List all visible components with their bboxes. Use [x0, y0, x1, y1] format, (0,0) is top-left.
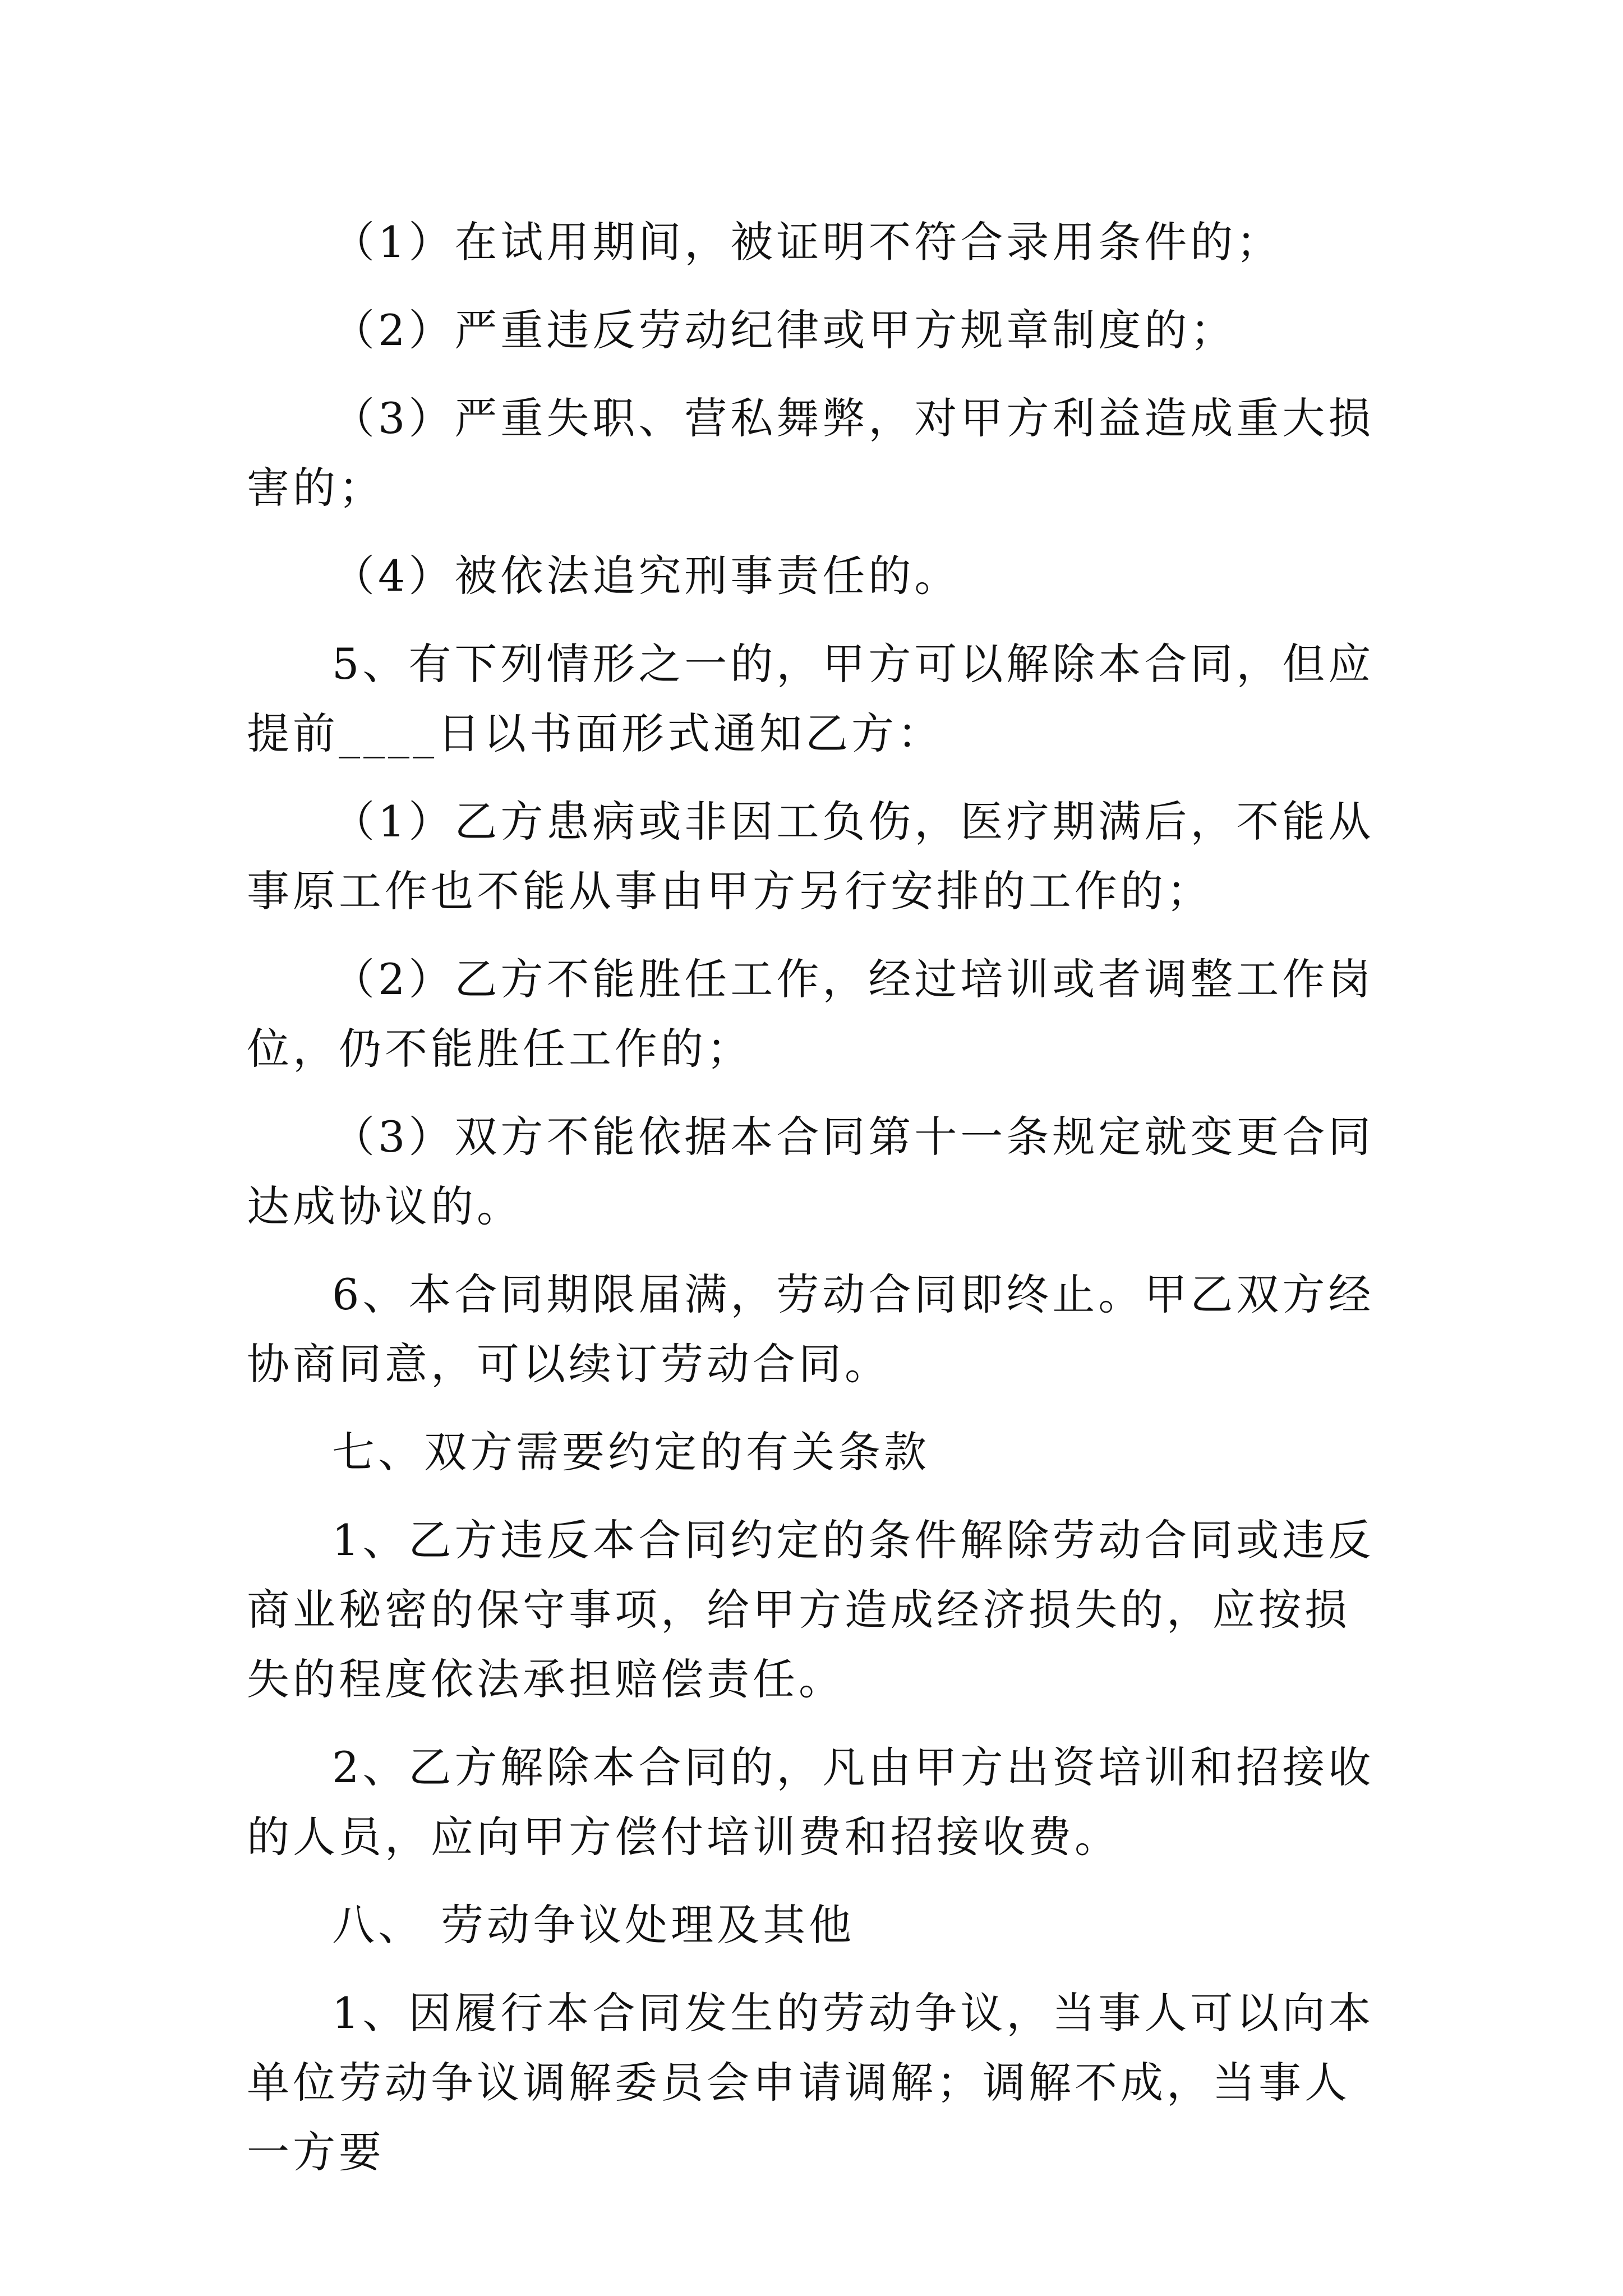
clause-paragraph: （1）在试用期间，被证明不符合录用条件的；	[332, 217, 1283, 267]
clause-paragraph: 6、本合同期限届满，劳动合同即终止。甲乙双方经协商同意，可以续订劳动合同。	[247, 1269, 1375, 1389]
clause-paragraph: （1）乙方患病或非因工负伤，医疗期满后，不能从事原工作也不能从事由甲方另行安排的工作的；	[247, 797, 1375, 916]
section-heading: 七、双方需要约定的有关条款	[332, 1427, 930, 1477]
clause-paragraph: （4）被依法追究刑事责任的。	[332, 551, 961, 601]
clause-paragraph: 1、因履行本合同发生的劳动争议，当事人可以向本单位劳动争议调解委员会申请调解；调解不成，当事人一方要	[247, 1988, 1375, 2177]
clause-paragraph: （3）严重失职、营私舞弊，对甲方利益造成重大损害的；	[247, 393, 1375, 513]
clause-paragraph: （2）乙方不能胜任工作，经过培训或者调整工作岗位，仍不能胜任工作的；	[247, 954, 1375, 1074]
clause-paragraph: （2）严重违反劳动纪律或甲方规章制度的；	[332, 305, 1237, 355]
clause-paragraph: （3）双方不能依据本合同第十一条规定就变更合同达成协议的。	[247, 1112, 1375, 1231]
section-heading: 八、 劳动争议处理及其他	[332, 1900, 855, 1950]
clause-paragraph: 5、有下列情形之一的，甲方可以解除本合同，但应提前____日以书面形式通知乙方：	[247, 639, 1375, 758]
document-body	[247, 208, 1385, 2202]
clause-paragraph: 2、乙方解除本合同的，凡由甲方出资培训和招接收的人员，应向甲方偿付培训费和招接收费。	[247, 1742, 1375, 1862]
clause-paragraph: 1、乙方违反本合同约定的条件解除劳动合同或违反商业秘密的保守事项，给甲方造成经济损失的，应按损失的程度依法承担赔偿责任。	[247, 1515, 1375, 1704]
